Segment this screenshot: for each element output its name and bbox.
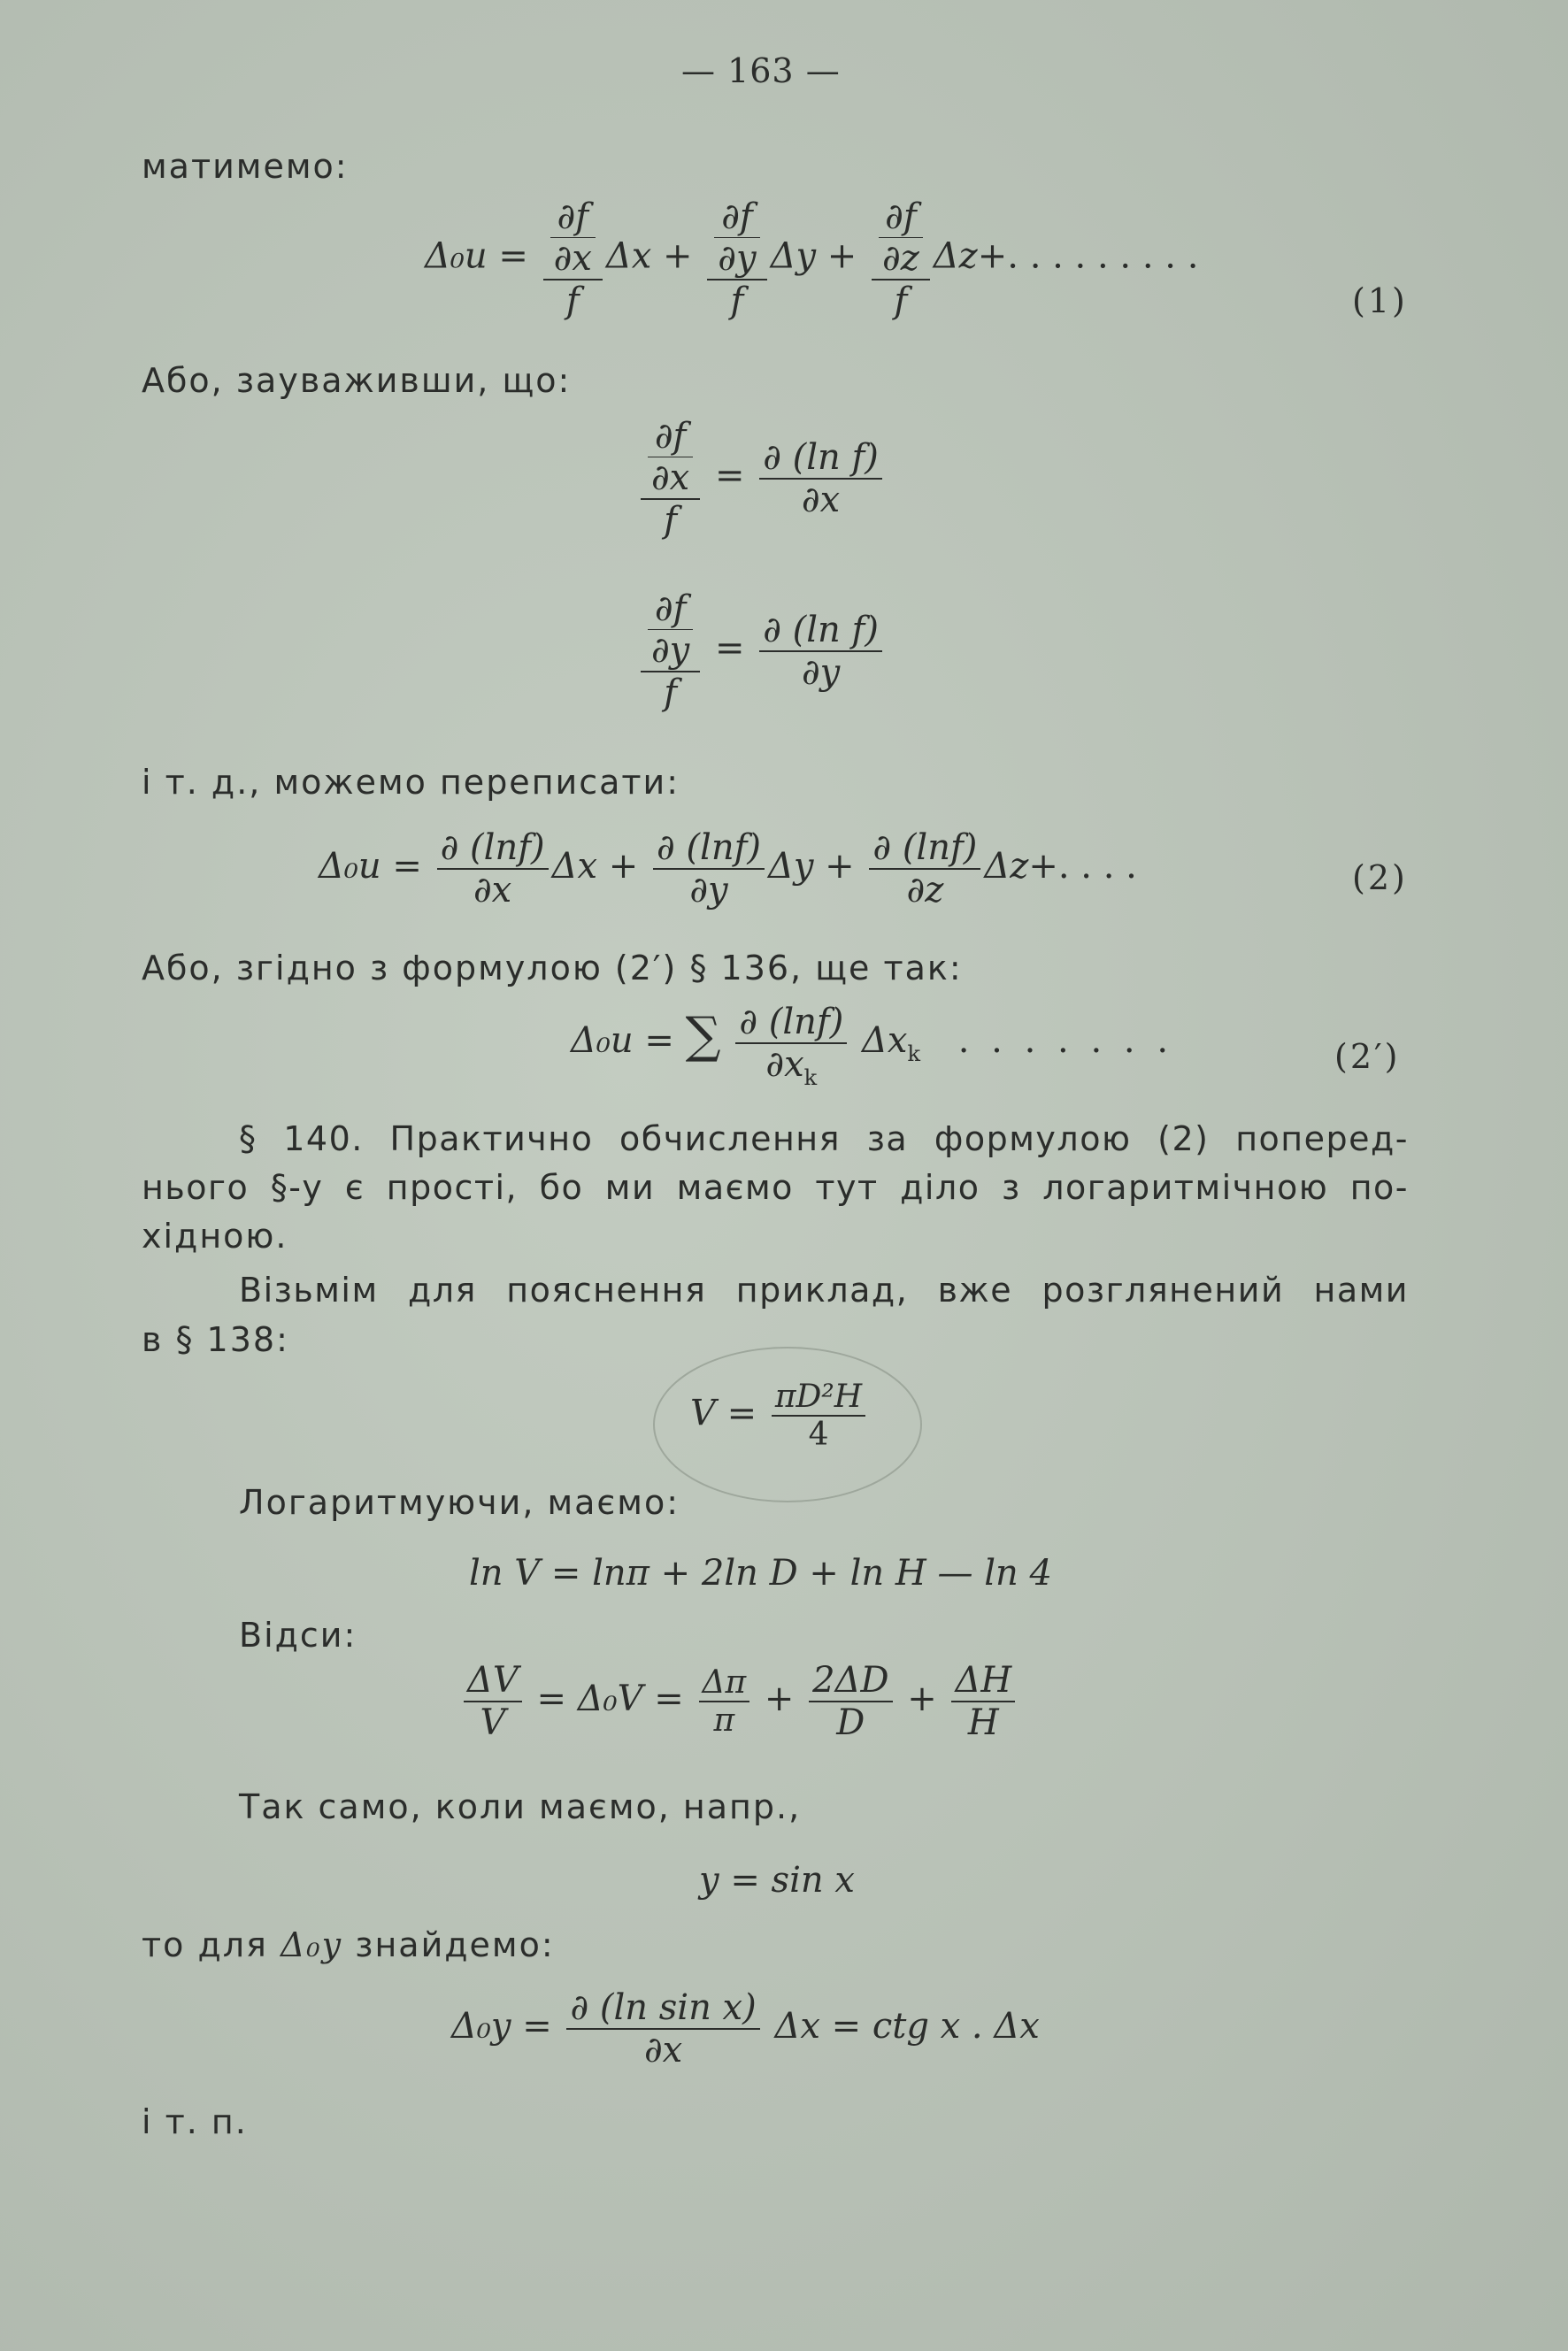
- eq2p-number: (2′): [1334, 1037, 1401, 1076]
- equation-sin: y = sin x: [699, 1860, 855, 1901]
- text-vizmim-line2: в § 138:: [142, 1320, 289, 1359]
- equation-note-y: $\frac{\frac{\partial f}{\partial y}}{f}$ = $\frac{\text{∂ (ln f)}}{\partial y}$: [637, 588, 886, 713]
- text-vidsy: Відси:: [239, 1616, 357, 1655]
- text-logarytmuyuchy: Логаритмуючи, маємо:: [239, 1483, 680, 1522]
- equation-2-prime: Δ₀u = ∑ $\frac{\partial (\ln f)}{\partial x_k}$ $\Delta x_k$ . . . . . . .: [571, 1002, 1174, 1090]
- equation-2: Δ₀u = $\frac{\partial (\ln f)}{\partial x}$ Δx + $\frac{\partial (\ln f)}{\partial y}$ Δy + $\frac{\partial (\ln f)}{\partial z}$ Δz+. . . .: [319, 827, 1137, 910]
- eq1-frac-z: $\frac{\frac{\partial f}{\partial z}}{f}$: [872, 196, 930, 321]
- text-abo-zhidno: Або, згідно з формулою (2′) § 136, ще так:: [142, 949, 963, 987]
- section-140-line2: нього §-у є прості, бо ми маємо тут діло з логаритмічною по-: [142, 1168, 1409, 1207]
- eq1-frac-y: $\frac{\frac{\partial f}{\partial y}}{f}$: [707, 196, 766, 321]
- eq2-number: (2): [1352, 858, 1408, 897]
- equation-volume: V = $\frac{\text{πD²H}}{4}$: [690, 1379, 869, 1454]
- section-140-line1: § 140. Практично обчислення за формулою (2) поперед-: [239, 1119, 1409, 1158]
- text-to-dlya: то для Δ₀y знайдемо:: [142, 1925, 555, 1964]
- text-abo-zauvazhyvshy: Або, зауваживши, що:: [142, 361, 572, 400]
- text-i-t-p: і т. п.: [142, 2102, 248, 2141]
- page-number: — 163 —: [681, 51, 841, 90]
- equation-final: Δ₀y = $\frac{\text{∂ (ln sin x)}}{\partial x}$ Δx = ctg x . Δx: [451, 1987, 1040, 2071]
- equation-note-x: $\frac{\frac{\partial f}{\partial x}}{f}$ = $\frac{\text{∂ (ln f)}}{\partial x}$: [637, 416, 886, 541]
- text-tak-samo: Так само, коли маємо, напр.,: [239, 1787, 802, 1826]
- text-matymemo: матимемо:: [142, 147, 349, 186]
- text-vizmim-line1: Візьмім для пояснення приклад, вже розглянений нами: [239, 1271, 1409, 1310]
- equation-1: Δ₀u = $\frac{\frac{\partial f}{\partial x}}{f}$ Δx + $\frac{\frac{\partial f}{\partial y}}{f}$ Δy + $\frac{\frac{\partial f}{\partial z}}{f}$ Δz+. . . . . . . . .: [425, 196, 1199, 321]
- equation-delta-v: $\frac{\Delta V}{V}$ = Δ₀V = $\frac{\Delta\pi}{\pi}$ + $\frac{2\Delta D}{D}$ + $\frac{\Delta H}{H}$: [460, 1660, 1018, 1743]
- eq1-number: (1): [1352, 281, 1408, 320]
- text-i-t-d: і т. д., можемо переписати:: [142, 763, 680, 802]
- eq1-frac-x: $\frac{\frac{\partial f}{\partial x}}{f}$: [543, 196, 603, 321]
- section-140-line3: хідною.: [142, 1217, 288, 1256]
- eq1-lhs: Δ₀u: [425, 235, 488, 277]
- equation-log: ln V = lnπ + 2ln D + ln H — ln 4: [469, 1553, 1052, 1594]
